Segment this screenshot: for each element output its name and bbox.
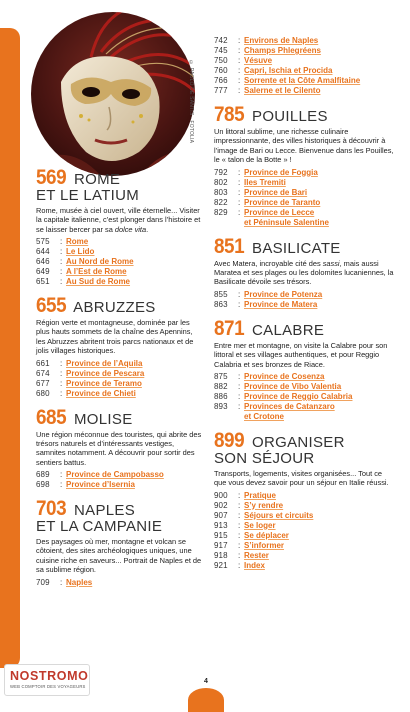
section-page-number: 899 <box>214 429 245 453</box>
entry-label[interactable]: Province de Potenza <box>244 289 323 299</box>
entry-colon: : <box>238 500 241 510</box>
entry-colon: : <box>238 550 241 560</box>
entry-page-number: 680 <box>36 388 50 398</box>
section-title: ROME <box>69 171 121 188</box>
section-description: Entre mer et montagne, on visite la Calabre pour son littoral et ses villages authentiques, et pour Reggio Calabria et ses bronzes de Riace. <box>214 340 388 369</box>
entry-page-number: 863 <box>214 299 228 309</box>
entry-colon: : <box>238 46 241 55</box>
section-page-number: 851 <box>214 234 245 258</box>
toc-entry[interactable] <box>214 36 394 46</box>
toc-entry[interactable] <box>214 66 394 76</box>
entry-colon: : <box>60 246 63 256</box>
section-title: MOLISE <box>69 410 133 428</box>
toc-entry[interactable] <box>214 168 394 178</box>
entry-label[interactable]: Au Nord de Rome <box>66 256 134 266</box>
toc-entry[interactable] <box>214 561 394 571</box>
entry-colon: : <box>238 530 241 540</box>
entry-label[interactable]: Pratique <box>244 490 277 500</box>
entry-colon: : <box>238 207 241 217</box>
toc-entry[interactable] <box>214 382 394 392</box>
toc-entry[interactable] <box>214 392 394 402</box>
entry-page-number: 646 <box>36 256 50 266</box>
section-heading <box>36 295 202 316</box>
section-entries <box>214 290 394 310</box>
section-entries <box>36 237 202 287</box>
entry-page-number: 917 <box>214 540 228 550</box>
toc-entry[interactable] <box>214 521 394 531</box>
toc-entry[interactable] <box>36 359 202 369</box>
section-page-number: 785 <box>214 103 245 126</box>
entry-page-number: 915 <box>214 530 228 540</box>
section-page-number: 871 <box>214 316 245 340</box>
entry-colon: : <box>238 382 241 392</box>
section-entries <box>214 491 394 571</box>
entry-label[interactable]: Le Lido <box>66 246 95 256</box>
section-title: POUILLES <box>247 108 328 125</box>
entry-label[interactable]: Province de Taranto <box>244 197 321 207</box>
entry-page-number: 902 <box>214 500 228 510</box>
toc-section <box>214 236 394 310</box>
entry-label[interactable]: Province de Bari <box>244 187 308 197</box>
entry-colon: : <box>238 490 241 500</box>
toc-entry[interactable] <box>214 551 394 561</box>
entry-colon: : <box>238 76 241 85</box>
section-description: Des paysages où mer, montagne et volcan se côtoient, des sites archéologiques uniques, une cuisine riche en saveurs... Portrait de Naples et de sa sublime région. <box>36 536 202 575</box>
entry-colon: : <box>60 577 63 587</box>
entry-label[interactable]: Salerne et le Cilento <box>244 86 321 95</box>
toc-entry[interactable] <box>214 46 394 56</box>
entry-label[interactable]: Province de Lecce et Péninsule Salentine <box>244 207 329 227</box>
entry-page-number: 677 <box>36 378 50 388</box>
left-column <box>36 167 202 596</box>
toc-entry[interactable] <box>214 511 394 521</box>
photo-credit: © PAOLO DE SANTIS - FOTOLIA <box>188 60 194 144</box>
right-column <box>214 36 394 579</box>
section-description: Rome, musée à ciel ouvert, ville éternelle... Visiter la capitale italienne, c’est plonger dans l’histoire et se laisser bercer par sa dolce vita. <box>36 205 201 234</box>
entry-colon: : <box>238 187 241 197</box>
section-page-number: 655 <box>36 293 67 317</box>
toc-entry[interactable] <box>214 300 394 310</box>
entry-page-number: 882 <box>214 382 228 392</box>
toc-entry[interactable] <box>36 578 202 588</box>
toc-entry[interactable] <box>36 267 202 277</box>
entry-page-number: 745 <box>214 46 228 55</box>
entry-label[interactable]: Sorrente et la Côte Amalfitaine <box>244 76 361 85</box>
section-entries <box>36 470 202 490</box>
toc-entry[interactable] <box>214 198 394 208</box>
entry-label[interactable]: Rester <box>244 550 269 560</box>
section-title-line2: ET LE LATIUM <box>36 187 140 204</box>
entry-page-number: 803 <box>214 187 228 197</box>
entry-page-number: 893 <box>214 402 228 412</box>
entry-label[interactable]: Capri, Ischia et Procida <box>244 66 333 75</box>
entry-page-number: 886 <box>214 392 228 402</box>
section-description-italic: sassi <box>322 258 340 268</box>
section-title-line2: ET LA CAMPANIE <box>36 518 163 536</box>
section-page-number: 569 <box>36 166 67 189</box>
entry-label[interactable]: Index <box>244 560 265 570</box>
entry-colon: : <box>238 520 241 530</box>
entry-colon: : <box>238 402 241 412</box>
entry-label[interactable]: Rome <box>66 236 89 246</box>
entry-label[interactable]: Se loger <box>244 520 276 530</box>
section-heading <box>36 498 202 535</box>
toc-entry[interactable] <box>214 541 394 551</box>
entry-colon: : <box>238 56 241 65</box>
toc-entry[interactable] <box>214 76 394 86</box>
entry-colon: : <box>238 177 241 187</box>
entry-label[interactable]: Province de Chieti <box>66 388 136 398</box>
entry-page-number: 766 <box>214 76 228 85</box>
side-tab-accent <box>0 28 20 668</box>
toc-entry[interactable] <box>36 470 202 480</box>
section-heading <box>214 104 394 125</box>
entry-page-number: 575 <box>36 236 50 246</box>
entry-colon: : <box>60 236 63 246</box>
section-heading <box>214 430 394 467</box>
entry-colon: : <box>238 560 241 570</box>
toc-section <box>36 295 202 399</box>
toc-section <box>36 498 202 587</box>
entry-page-number: 822 <box>214 197 228 207</box>
toc-entry[interactable] <box>214 531 394 541</box>
entry-page-number: 661 <box>36 358 50 368</box>
entry-page-number: 651 <box>36 276 50 286</box>
entry-colon: : <box>238 289 241 299</box>
toc-section <box>214 104 394 228</box>
nostromo-logo <box>4 664 90 696</box>
section-description-italic: dolce vita <box>114 224 147 234</box>
entry-label[interactable]: A l’Est de Rome <box>66 266 127 276</box>
section-entries <box>36 578 202 588</box>
entry-colon: : <box>60 378 63 388</box>
entry-colon: : <box>60 256 63 266</box>
toc-section <box>214 318 394 422</box>
toc-section <box>214 430 394 571</box>
toc-entry[interactable] <box>214 290 394 300</box>
entry-label[interactable]: S’y rendre <box>244 500 284 510</box>
entry-colon: : <box>60 358 63 368</box>
entry-colon: : <box>238 36 241 45</box>
naples-continued-entries <box>214 36 394 96</box>
entry-label[interactable]: Province d’Isernia <box>66 480 135 490</box>
toc-section <box>36 407 202 491</box>
carnival-mask-photo <box>31 12 195 176</box>
section-title: ABRUZZES <box>69 298 156 316</box>
entry-page-number: 921 <box>214 560 228 570</box>
toc-entry[interactable] <box>214 208 394 228</box>
section-entries <box>214 168 394 228</box>
entry-page-number: 777 <box>214 86 228 95</box>
toc-entry[interactable] <box>36 257 202 267</box>
entry-colon: : <box>60 368 63 378</box>
entry-label[interactable]: Province de Matera <box>244 299 318 309</box>
section-description: Une région méconnue des touristes, qui abrite des trésors naturels et d’intéressants vestiges, samnites notamment. A découvrir pour sortir des sentiers battus. <box>36 429 202 467</box>
entry-colon: : <box>60 470 63 480</box>
entry-page-number: 829 <box>214 207 228 217</box>
toc-entry[interactable] <box>36 379 202 389</box>
logo-name: NOSTROMO <box>10 669 89 683</box>
entry-page-number: 907 <box>214 510 228 520</box>
entry-page-number: 689 <box>36 470 50 480</box>
section-heading <box>214 236 394 257</box>
entry-label[interactable]: Naples <box>66 577 93 587</box>
entry-label[interactable]: Environs de Naples <box>244 36 319 45</box>
entry-label[interactable]: Province de Cosenza <box>244 372 325 382</box>
entry-page-number: 742 <box>214 36 228 45</box>
entry-page-number: 855 <box>214 289 228 299</box>
entry-page-number: 698 <box>36 480 50 490</box>
entry-label[interactable]: Province de Vibo Valentia <box>244 382 342 392</box>
entry-page-number: 750 <box>214 56 228 65</box>
section-entries <box>214 372 394 422</box>
entry-label[interactable]: Province de l’Aquila <box>66 358 143 368</box>
entry-label[interactable]: Provinces de Catanzaro et Crotone <box>244 402 335 422</box>
toc-entry[interactable] <box>214 402 394 422</box>
section-heading <box>36 407 202 428</box>
entry-label[interactable]: Province de Pescara <box>66 368 145 378</box>
toc-entry[interactable] <box>36 247 202 257</box>
section-description: Avec Matera, incroyable cité des sassi, mais aussi Maratea et ses plages ou les dolomites lucaniennes, la Basilicate dévoile ses trésors. <box>214 258 394 287</box>
entry-label[interactable]: Séjours et circuits <box>244 510 314 520</box>
entry-colon: : <box>238 299 241 309</box>
section-page-number: 685 <box>36 405 67 429</box>
section-description: Un littoral sublime, une richesse culinaire impressionnante, des villes historiques à découvrir à l’image de Bari ou Lecce. Bienvenue dans les Pouilles, le « talon de la Botte » ! <box>214 127 394 165</box>
entry-colon: : <box>238 167 241 177</box>
toc-entry[interactable] <box>36 237 202 247</box>
toc-entry[interactable] <box>36 389 202 399</box>
entry-page-number: 674 <box>36 368 50 378</box>
entry-colon: : <box>238 86 241 95</box>
section-title: BASILICATE <box>247 239 341 257</box>
entry-colon: : <box>238 66 241 75</box>
toc-entry[interactable] <box>214 491 394 501</box>
section-description: Région verte et montagneuse, dominée par les plus hauts sommets de la chaîne des Apennins, les Abruzzes abritent trois parcs nationaux et de jolis villages historiques. <box>36 317 194 356</box>
entry-label[interactable]: Province de Campobasso <box>66 470 164 480</box>
entry-label[interactable]: Champs Phlegréens <box>244 46 321 55</box>
toc-entry[interactable] <box>214 372 394 382</box>
entry-label[interactable]: Se déplacer <box>244 530 289 540</box>
entry-colon: : <box>60 276 63 286</box>
page-number: 4 <box>204 678 208 685</box>
toc-entry[interactable] <box>36 369 202 379</box>
entry-label[interactable]: S’informer <box>244 540 285 550</box>
entry-page-number: 913 <box>214 520 228 530</box>
entry-page-number: 792 <box>214 167 228 177</box>
entry-colon: : <box>60 480 63 490</box>
entry-colon: : <box>238 372 241 382</box>
entry-page-number: 802 <box>214 177 228 187</box>
section-description: Transports, logements, visites organisées... Tout ce que vous devez savoir pour un séjour en Italie réussi. <box>214 468 389 488</box>
entry-colon: : <box>60 266 63 276</box>
entry-page-number: 644 <box>36 246 50 256</box>
entry-colon: : <box>238 540 241 550</box>
toc-entry[interactable] <box>214 86 394 96</box>
section-entries <box>36 359 202 399</box>
toc-entry[interactable] <box>36 277 202 287</box>
toc-entry[interactable] <box>214 501 394 511</box>
entry-label[interactable]: Au Sud de Rome <box>66 276 131 286</box>
entry-colon: : <box>60 388 63 398</box>
section-heading <box>36 167 202 204</box>
section-title: NAPLES <box>69 502 136 520</box>
section-page-number: 703 <box>36 497 67 521</box>
toc-section <box>36 167 202 287</box>
toc-entry[interactable] <box>214 188 394 198</box>
section-title: ORGANISER <box>247 434 345 452</box>
entry-label[interactable]: Province de Foggia <box>244 167 318 177</box>
entry-page-number: 875 <box>214 372 228 382</box>
section-title-line2: SON SÉJOUR <box>214 450 315 468</box>
entry-page-number: 709 <box>36 577 50 587</box>
section-title: CALABRE <box>247 321 325 339</box>
entry-label[interactable]: Province de Teramo <box>66 378 142 388</box>
entry-colon: : <box>238 197 241 207</box>
entry-colon: : <box>238 510 241 520</box>
entry-page-number: 760 <box>214 66 228 75</box>
toc-entry[interactable] <box>214 56 394 66</box>
section-heading <box>214 318 394 339</box>
right-sections <box>214 104 394 571</box>
entry-label[interactable]: Vésuve <box>244 56 273 65</box>
entry-label[interactable]: Iles Tremiti <box>244 177 286 187</box>
entry-page-number: 918 <box>214 550 228 560</box>
entry-page-number: 649 <box>36 266 50 276</box>
toc-entry[interactable] <box>214 178 394 188</box>
logo-tagline: WEB COMPTOIR DES VOYAGEURS <box>10 684 86 689</box>
footer-tab-accent <box>188 688 224 712</box>
entry-colon: : <box>238 392 241 402</box>
toc-entry[interactable] <box>36 480 202 490</box>
entry-page-number: 900 <box>214 490 228 500</box>
entry-label[interactable]: Province de Reggio Calabria <box>244 392 353 402</box>
